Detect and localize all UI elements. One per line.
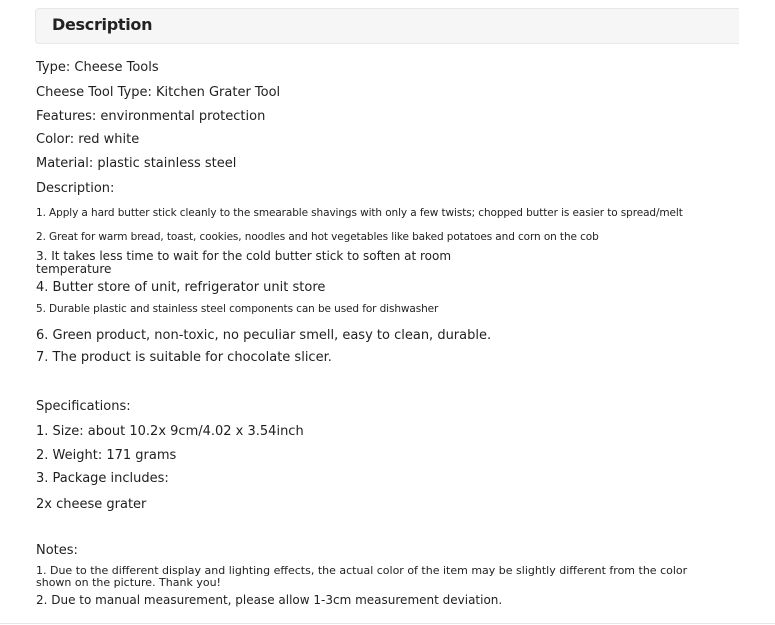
attr-features: Features: environmental protection: [36, 109, 266, 124]
bottom-divider: [0, 623, 775, 624]
description-item: 7. The product is suitable for chocolate slicer.: [36, 350, 332, 365]
attr-color: Color: red white: [36, 132, 140, 147]
description-item: 6. Green product, non-toxic, no peculiar smell, easy to clean, durable.: [36, 328, 492, 343]
attr-type: Type: Cheese Tools: [36, 60, 159, 75]
specifications-heading: Specifications:: [36, 399, 131, 414]
description-header: [35, 8, 739, 44]
description-item: 3. It takes less time to wait for the cold butter stick to soften at room: [36, 249, 452, 263]
description-item-continued: temperature: [36, 262, 112, 276]
description-item: 2. Great for warm bread, toast, cookies, noodles and hot vegetables like baked potatoes and corn on the cob: [36, 231, 599, 243]
note-item: 2. Due to manual measurement, please allow 1-3cm measurement deviation.: [36, 593, 503, 607]
note-item: 1. Due to the different display and lighting effects, the actual color of the item may be slightly different from the color: [36, 564, 688, 577]
description-heading: Description:: [36, 181, 115, 196]
attr-material: Material: plastic stainless steel: [36, 156, 237, 171]
description-item: 4. Butter store of unit, refrigerator unit store: [36, 280, 326, 295]
specification-item: 3. Package includes:: [36, 471, 169, 486]
specification-item: 2. Weight: 171 grams: [36, 448, 177, 463]
section-title: Description: [52, 15, 153, 34]
note-item-continued: shown on the picture. Thank you!: [36, 576, 221, 589]
specification-item: 2x cheese grater: [36, 497, 147, 512]
description-item: 1. Apply a hard butter stick cleanly to the smearable shavings with only a few twists; chopped butter is easier to spread/melt: [36, 207, 683, 219]
attr-tool-type: Cheese Tool Type: Kitchen Grater Tool: [36, 85, 281, 100]
notes-heading: Notes:: [36, 543, 78, 558]
description-item: 5. Durable plastic and stainless steel components can be used for dishwasher: [36, 303, 439, 315]
specification-item: 1. Size: about 10.2x 9cm/4.02 x 3.54inch: [36, 424, 304, 439]
